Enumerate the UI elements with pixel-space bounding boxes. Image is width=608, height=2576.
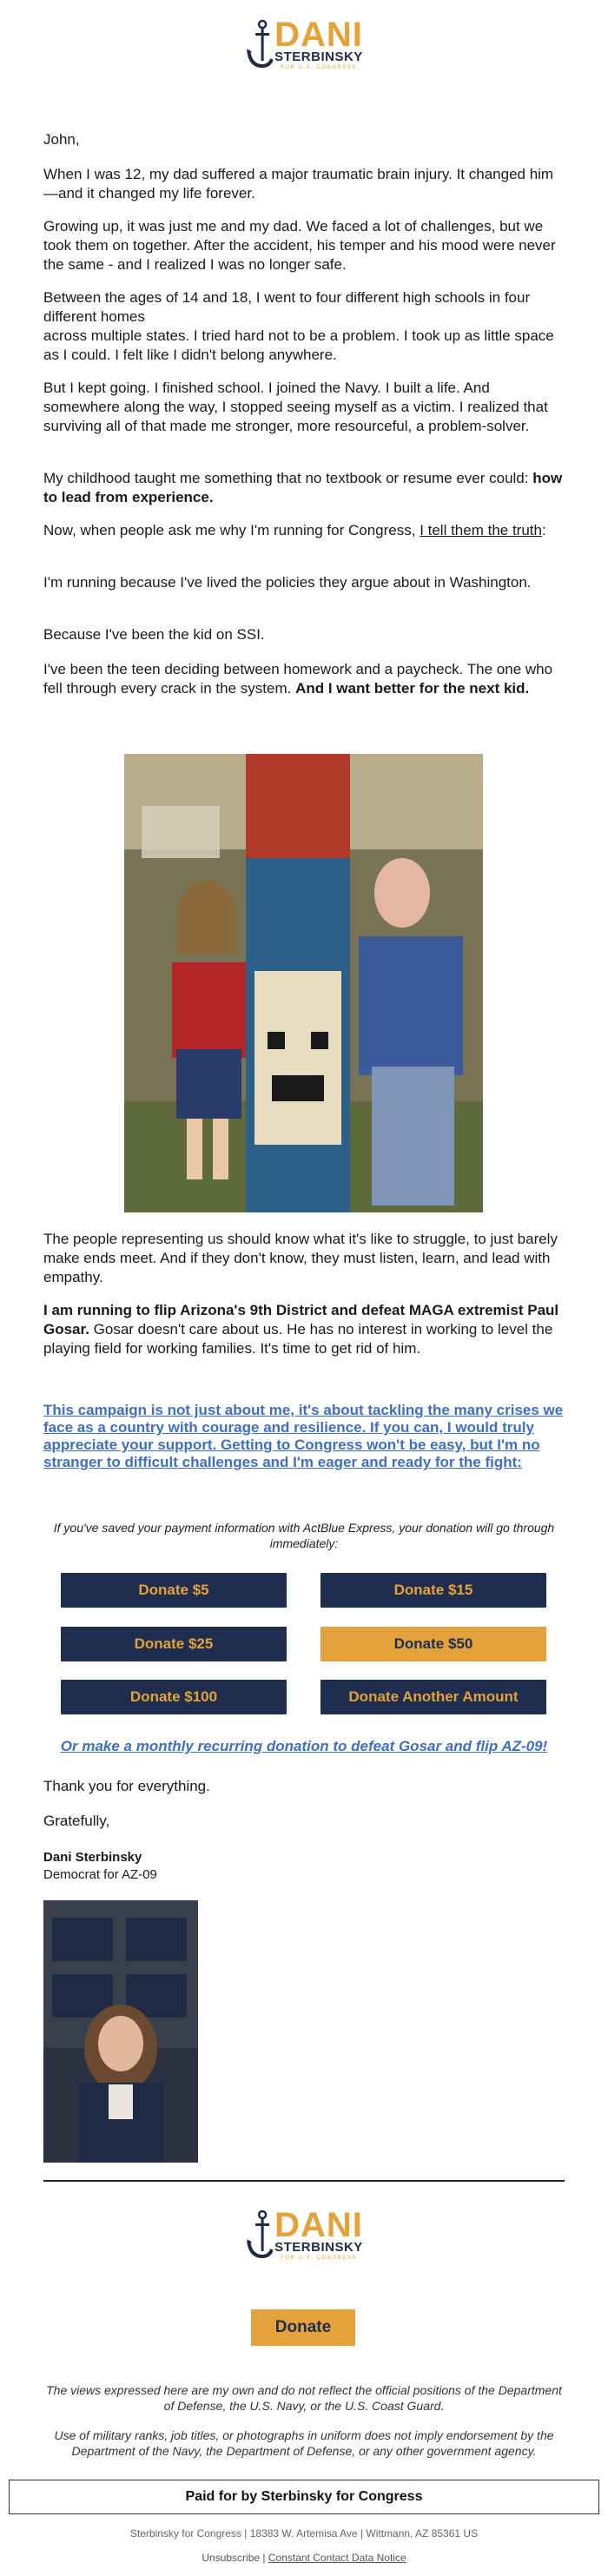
paragraph-11-text: Gosar doesn't care about us. He has no interest in working to level the playing field for working families. It's time to get rid of him. <box>43 1321 553 1357</box>
paragraph-4: But I kept going. I finished school. I joined the Navy. I built a life. And somewhere along the way, I stopped seeing myself as a victim. I realized that surviving all of that made me stronger, more resourceful, a problem-solver. <box>43 380 548 434</box>
family-photo <box>124 754 483 1212</box>
paragraph-5-text: My childhood taught me something that no textbook or resume ever could: <box>43 470 533 486</box>
truth-link[interactable]: I tell them the truth <box>420 522 542 538</box>
donate-50-button[interactable]: Donate $50 <box>321 1627 546 1661</box>
unsubscribe-link[interactable]: Unsubscribe <box>202 2552 261 2564</box>
paragraph-5-bold: how to lead from experience. <box>43 470 563 505</box>
footer-anchor-icon <box>245 2209 273 2263</box>
donate-other-amount-button[interactable]: Donate Another Amount <box>321 1680 546 1714</box>
footer-logo-name: DANI <box>274 2206 363 2244</box>
disclaimer-views: The views expressed here are my own and do not reflect the official positions of the Department of Defense, the U.S. Navy, or the U.S. Coast Guard. <box>46 2383 562 2413</box>
footer-logo-tagline: FOR U.S. CONGRESS <box>281 2256 357 2261</box>
paragraph-5 <box>43 469 565 507</box>
paragraph-2: Growing up, it was just me and my dad. We faced a lot of challenges, but we took them on together. After the accident, his temper and his mood were never the same - and I realized I was no longer safe. <box>43 218 556 273</box>
footer-donate-button[interactable]: Donate <box>251 2309 355 2346</box>
signature-title: Democrat for AZ-09 <box>43 1867 157 1882</box>
anchor-icon <box>245 19 273 73</box>
candidate-photo <box>43 1900 198 2163</box>
paragraph-6 <box>43 521 565 540</box>
paragraph-11 <box>43 1301 565 1358</box>
letter-body <box>43 130 565 149</box>
logo-name: DANI <box>274 16 363 54</box>
footer-divider <box>43 2180 565 2182</box>
mailing-address: Sterbinsky for Congress | 18383 W. Artemisa Ave | Wittmann, AZ 85361 US <box>129 2527 479 2540</box>
signature-name: Dani Sterbinsky <box>43 1850 142 1865</box>
paragraph-9 <box>43 660 565 698</box>
disclaimer-military: Use of military ranks, job titles, or photographs in uniform does not imply endorsement by the Department of the Navy, the Department of Defense, or any other government agency. <box>54 2428 554 2458</box>
header-logo <box>245 16 363 73</box>
paragraph-7: I'm running because I've lived the policies they argue about in Washington. <box>43 574 532 591</box>
monthly-donation-link[interactable]: Or make a monthly recurring donation to defeat Gosar and flip AZ-09! <box>60 1738 548 1754</box>
donate-5-button[interactable]: Donate $5 <box>61 1573 287 1608</box>
donate-25-button[interactable]: Donate $25 <box>61 1627 287 1661</box>
donate-15-button[interactable]: Donate $15 <box>321 1573 546 1608</box>
paragraph-1: When I was 12, my dad suffered a major traumatic brain injury. It changed him—and it changed my life forever. <box>43 166 554 201</box>
paragraph-3a: Between the ages of 14 and 18, I went to four different high schools in four different homes <box>43 289 531 325</box>
paragraph-3b: across multiple states. I tried hard not to be a problem. I took up as little space as I could. I felt like I didn't belong anywhere. <box>43 327 554 363</box>
paragraph-6-end: : <box>541 522 546 538</box>
campaign-appeal-link[interactable]: This campaign is not just about me, it's about tackling the many crises we face as a country with courage and resilience. If you can, I would truly appreciate your support. Getting to Congress won't be easy, but I'm no stranger to difficult challenges and I'm eager and ready for the fight: <box>43 1402 564 1470</box>
logo-surname: STERBINSKY <box>274 50 363 64</box>
paragraph-8: Because I've been the kid on SSI. <box>43 626 265 643</box>
paragraph-11-bold: I am running to flip Arizona's 9th District and defeat MAGA extremist Paul Gosar. <box>43 1302 559 1338</box>
footer-logo-surname: STERBINSKY <box>274 2240 363 2255</box>
actblue-note: If you've saved your payment information with ActBlue Express, your donation will go through immediately: <box>53 1521 555 1550</box>
paragraph-6-text: Now, when people ask me why I'm running for Congress, <box>43 522 420 538</box>
paragraph-9-text: I've been the teen deciding between homework and a paycheck. The one who fell through every crack in the system. <box>43 661 553 697</box>
footer-logo <box>245 2206 363 2263</box>
signoff-text: Gratefully, <box>43 1813 110 1829</box>
paid-for-box: Paid for by Sterbinsky for Congress <box>9 2480 599 2514</box>
paragraph-9-bold: And I want better for the next kid. <box>295 680 530 697</box>
footer-links <box>0 2552 608 2564</box>
paragraph-10: The people representing us should know what it's like to struggle, to just barely make ends meet. And if they don't know, they must listen, learn, and lead with empathy. <box>43 1231 558 1285</box>
logo-tagline: FOR U.S. CONGRESS <box>281 65 357 70</box>
thanks-text: Thank you for everything. <box>43 1778 210 1794</box>
data-notice-link[interactable]: Constant Contact Data Notice <box>268 2552 406 2564</box>
greeting: John, <box>43 131 80 148</box>
donate-100-button[interactable]: Donate $100 <box>61 1680 287 1714</box>
footer-link-separator: | <box>262 2552 266 2564</box>
